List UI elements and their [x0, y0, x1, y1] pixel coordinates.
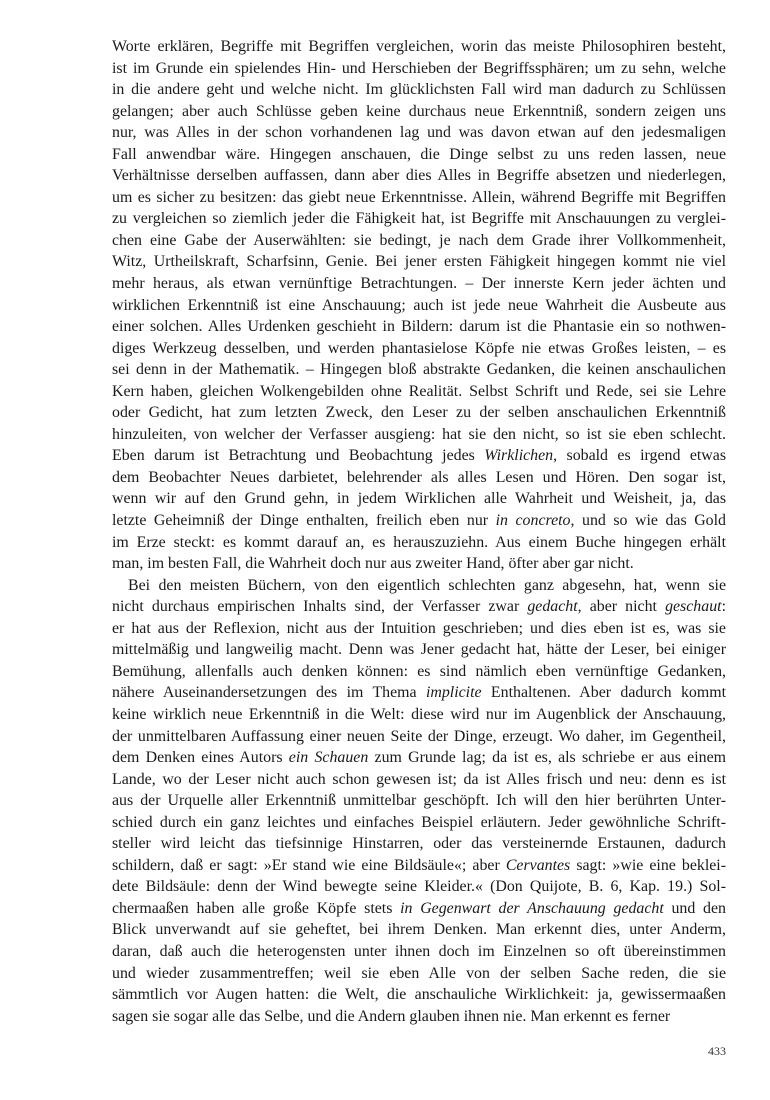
text-run: , und so wie das Gold — [570, 512, 726, 530]
text-run: nähere Auseinandersetzungen des im Thema — [112, 684, 426, 702]
text-line — [112, 682, 726, 704]
text-line — [112, 661, 726, 683]
text-line — [112, 445, 726, 467]
text-run: dete Bildsäule: denn der Wind bewegte seine Kleider.« (Don Quijote, B. 6, Kap. 19.) Sol- — [112, 878, 726, 896]
text-line — [112, 488, 726, 510]
text-run: schildern, daß er sagt: »Er stand wie eine Bildsäule«; aber — [112, 856, 506, 874]
text-run: gelangen; aber auch Schlüsse geben keine durchaus neue Erkenntniß, sondern zeigen uns — [112, 102, 726, 120]
text-run: ist im Grunde ein spielendes Hin- und Herschieben der Begriffssphären; um zu sehn, welche — [112, 59, 726, 77]
text-line — [112, 726, 726, 748]
text-run: , aber nicht — [577, 598, 666, 616]
text-line — [112, 510, 726, 532]
text-run: sei denn in der Mathematik. – Hingegen bloß abstrakte Gedanken, die keinen anschaulichen — [112, 361, 726, 379]
text-run: nicht durchaus empirischen Inhalts sind, der Verfasser zwar — [112, 598, 528, 616]
text-run: man, im besten Fall, die Wahrheit doch nur aus zweiter Hand, öfter aber gar nicht. — [112, 555, 634, 573]
text-line — [112, 58, 726, 80]
text-run: Kern haben, gleichen Wolkengebilden ohne Realität. Selbst Schrift und Rede, sei sie Lehre — [112, 382, 726, 400]
text-run: mittelmäßig und langweilig macht. Denn was Jener gedacht hat, hätte der Leser, bei einiger — [112, 641, 726, 659]
emphasis-text: implicite — [425, 684, 482, 702]
text-run: chen eine Gabe der Auserwählten: sie bedingt, je nach dem Grade ihrer Vollkommenheit, — [112, 231, 726, 249]
text-line — [112, 101, 726, 123]
emphasis-text: gedacht — [527, 598, 578, 616]
text-run: diges Werkzeug desselben, und werden phantasielose Köpfe nie etwas Großes leisten, – es — [112, 339, 726, 357]
text-run: Verhältnisse derselben auffassen, dann aber dies Alles in Begriffe absetzen und niederlegen, — [112, 167, 726, 185]
text-line — [112, 1006, 726, 1028]
text-run: Eben darum ist Betrachtung und Beobachtung jedes — [112, 447, 485, 465]
text-line — [112, 984, 726, 1006]
text-run: Bei den meisten Büchern, von den eigentlich schlechten ganz abgesehn, hat, wenn sie — [128, 576, 726, 594]
text-run: wenn wir auf den Grund gehn, in jedem Wirklichen alle Wahrheit und Weisheit, ja, das — [112, 490, 726, 508]
text-run: um es sicher zu besitzen: das giebt neue Erkenntnisse. Allein, während Begriffe mit Begriffen — [112, 188, 726, 206]
text-line — [112, 769, 726, 791]
text-run: steller wird leicht das tiefsinnige Hinstarren, oder das versteinernde Erstaunen, dadurch — [112, 835, 726, 853]
text-run: aus der Urquelle aller Erkenntniß unmittelbar geschöpft. Ich will den hier berührten Unter- — [112, 792, 726, 810]
text-run: Fall anwendbar wäre. Hingegen anschauen, die Dinge selbst zu uns reden lassen, neue — [112, 145, 726, 163]
text-line — [112, 381, 726, 403]
text-run: oder Gedicht, hat zum letzten Zweck, den Leser zu der selben anschaulichen Erkenntniß — [112, 404, 726, 422]
text-line — [112, 144, 726, 166]
text-line — [112, 941, 726, 963]
text-line — [112, 919, 726, 941]
text-line — [112, 359, 726, 381]
text-run: mehr heraus, als etwan vernünftige Betrachtungen. – Der innerste Kern jeder ächten und — [112, 275, 726, 293]
emphasis-text: Wirklichen — [484, 447, 554, 465]
text-line — [112, 812, 726, 834]
text-line — [112, 402, 726, 424]
text-run: zu vergleichen so ziemlich jeder die Fähigkeit hat, ist Begriffe mit Anschauungen zu verglei- — [112, 210, 726, 228]
emphasis-text: geschaut — [665, 598, 722, 616]
text-line — [112, 618, 726, 640]
text-line — [112, 553, 726, 575]
text-run: hinzuleiten, von welcher der Verfasser ausgieng: hat sie den nicht, so ist sie eben schlecht. — [112, 425, 726, 443]
text-run: , sobald es irgend etwas — [553, 447, 727, 465]
text-run: und wieder zusammentreffen; weil sie eben Alle von der selben Sache reden, die sie — [112, 964, 726, 982]
text-run: Bemühung, allenfalls auch denken können: es sind nämlich eben vernünftige Gedanken, — [112, 662, 726, 680]
text-line — [112, 338, 726, 360]
emphasis-text: in concreto — [495, 512, 571, 530]
text-run: chermaaßen haben alle große Köpfe stets — [112, 899, 401, 917]
text-line — [112, 898, 726, 920]
text-line — [112, 424, 726, 446]
text-line — [112, 790, 726, 812]
text-run: sämmtlich vor Augen hatten: die Welt, die anschauliche Wirklichkeit: ja, gewissermaaßen — [112, 986, 726, 1004]
text-run: er hat aus der Reflexion, nicht aus der Intuition geschrieben; und dies eben ist es, was sie — [112, 619, 726, 637]
text-line — [112, 833, 726, 855]
text-run: daran, daß auch die heterogensten unter ihnen doch im Einzelnen so oft übereinstimmen — [112, 942, 726, 960]
text-line — [112, 36, 726, 58]
text-line — [112, 316, 726, 338]
text-run: Enthaltenen. Aber dadurch kommt — [481, 684, 726, 702]
text-line — [112, 963, 726, 985]
text-line — [112, 187, 726, 209]
text-line — [112, 876, 726, 898]
text-run: letzte Geheimniß der Dinge enthalten, freilich eben nur — [112, 512, 496, 530]
text-line — [112, 165, 726, 187]
emphasis-text: Cervantes — [505, 856, 571, 874]
text-line — [112, 467, 726, 489]
text-run: dem Denken eines Autors — [112, 749, 289, 767]
text-run: wirklichen Erkenntniß ist eine Anschauung; auch ist jede neue Wahrheit die Ausbeute aus — [112, 296, 726, 314]
text-line — [112, 295, 726, 317]
text-run: schied durch ein ganz leichtes und einfaches Beispiel erläutern. Jeder gewöhnliche Schrift- — [112, 813, 726, 831]
emphasis-text: ein Schauen — [288, 749, 369, 767]
text-run: sagt: »wie eine beklei- — [570, 856, 726, 874]
text-run: Witz, Urtheilskraft, Scharfsinn, Genie. Bei jener ersten Fähigkeit hingegen kommt nie viel — [112, 253, 726, 271]
text-line — [112, 596, 726, 618]
text-line — [112, 532, 726, 554]
book-page-body — [112, 36, 726, 1027]
text-run: Blick unverwandt auf sie geheftet, bei ihrem Denken. Man erkennt dies, unter Anderm, — [112, 921, 726, 939]
text-run: in die andere geht und welche nicht. Im glücklichsten Fall wird man dadurch zu Schlüssen — [112, 81, 726, 99]
text-line — [112, 855, 726, 877]
text-run: sagen sie sogar alle das Selbe, und die Andern glauben ihnen nie. Man erkennt es ferner — [112, 1007, 671, 1025]
text-line — [112, 122, 726, 144]
emphasis-text: in Gegenwart der Anschauung gedacht — [400, 899, 664, 917]
text-line — [112, 273, 726, 295]
text-line — [112, 230, 726, 252]
text-run: : — [721, 598, 726, 616]
text-line — [112, 251, 726, 273]
text-line — [112, 747, 726, 769]
text-run: zum Grunde lag; da ist es, als schriebe er aus einem — [368, 749, 727, 767]
text-run: nur, was Alles in der schon vorhandenen lag und was davon etwan auf den jedesmaligen — [112, 124, 726, 142]
text-run: im Erze steckt: es kommt darauf an, es herauszuziehn. Aus einem Buche hingegen erhält — [112, 533, 726, 551]
text-run: dem Beobachter Neues darbietet, belehrender als alles Lesen und Hören. Den sogar ist, — [112, 468, 726, 486]
text-run: der unmittelbaren Auffassung einer neuen Seite der Dinge, erzeugt. Wo daher, im Gegentheil, — [112, 727, 726, 745]
text-run: und den — [663, 899, 726, 917]
text-run: einer solchen. Alles Urdenken geschieht in Bildern: darum ist die Phantasie ein so nothwen- — [112, 318, 726, 336]
text-run: keine wirklich neue Erkenntniß in die Welt: diese wird nur im Augenblick der Anschauung, — [112, 705, 726, 723]
text-line — [112, 208, 726, 230]
text-line — [112, 79, 726, 101]
paragraph — [112, 36, 726, 575]
paragraph — [112, 575, 726, 1027]
text-line — [112, 575, 726, 597]
text-run: Lande, wo der Leser nicht auch schon gewesen ist; da ist Alles frisch und neu: denn es ist — [112, 770, 726, 788]
text-line — [112, 704, 726, 726]
text-run: Worte erklären, Begriffe mit Begriffen vergleichen, worin das meiste Philosophiren besteht, — [112, 38, 726, 55]
text-column — [112, 36, 726, 1027]
text-line — [112, 639, 726, 661]
page-number: 433 — [708, 1044, 726, 1058]
